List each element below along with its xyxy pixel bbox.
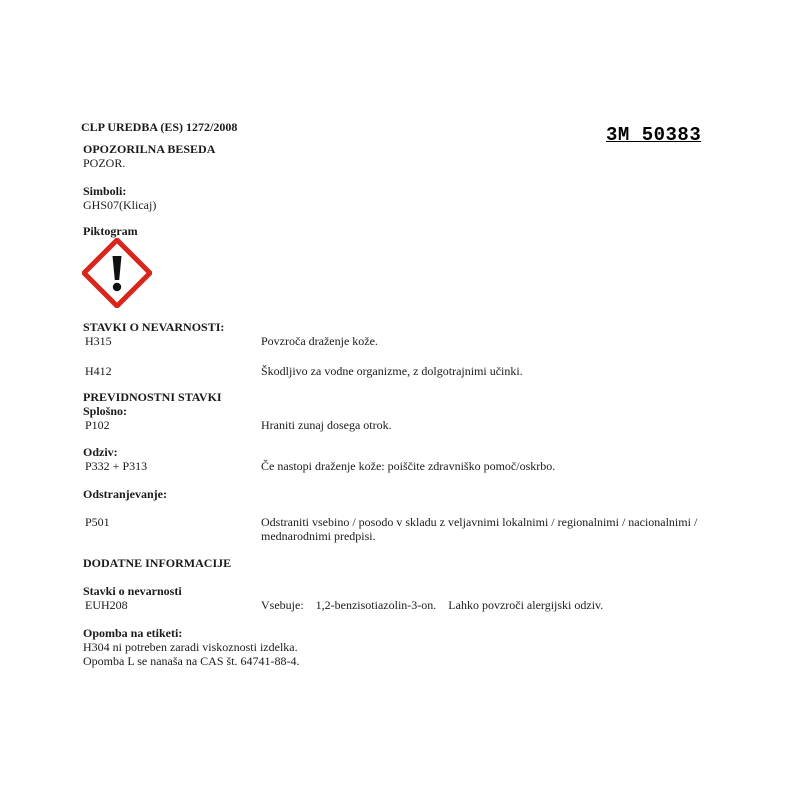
ghs07-exclamation-icon [82,238,152,308]
hazard-statements-heading: STAVKI O NEVARNOSTI: [83,320,225,334]
hazard-text-h315: Povzroča draženje kože. [261,334,378,348]
symbols-value: GHS07(Klicaj) [83,198,157,212]
additional-code: EUH208 [85,598,128,612]
disposal-text: Odstraniti vsebino / posodo v skladu z veljavnimi lokalnimi / regionalnimi / nacionalnimi / mednarodnimi predpisi. [261,515,698,543]
additional-sub-heading: Stavki o nevarnosti [83,584,182,598]
signal-word-value: POZOR. [83,156,126,170]
additional-info-heading: DODATNE INFORMACIJE [83,556,232,570]
additional-text: Vsebuje: 1,2-benzisotiazolin-3-on. Lahko povzroči alergijski odziv. [261,598,604,612]
general-code: P102 [85,418,110,432]
general-heading: Splošno: [83,404,128,418]
hazard-code-h315: H315 [85,334,112,348]
general-text: Hraniti zunaj dosega otrok. [261,418,392,432]
symbols-heading: Simboli: [83,184,127,198]
response-heading: Odziv: [83,445,118,459]
regulation-title: CLP UREDBA (ES) 1272/2008 [81,120,238,134]
precautionary-heading: PREVIDNOSTNI STAVKI [83,390,222,404]
label-note-heading: Opomba na etiketi: [83,626,183,640]
response-code: P332 + P313 [85,459,148,473]
signal-word-heading: OPOZORILNA BESEDA [83,142,216,156]
product-code: 3M 50383 [606,124,702,146]
hazard-text-h412: Škodljivo za vodne organizme, z dolgotrajnimi učinki. [261,364,523,378]
disposal-code: P501 [85,515,110,529]
pictogram-heading: Piktogram [83,224,138,238]
hazard-code-h412: H412 [85,364,112,378]
label-note-line: H304 ni potreben zaradi viskoznosti izdelka. [83,640,298,654]
response-text: Če nastopi draženje kože: poiščite zdravniško pomoč/oskrbo. [261,459,556,473]
label-note-line: Opomba L se nanaša na CAS št. 64741-88-4. [83,654,300,668]
disposal-heading: Odstranjevanje: [83,487,167,501]
